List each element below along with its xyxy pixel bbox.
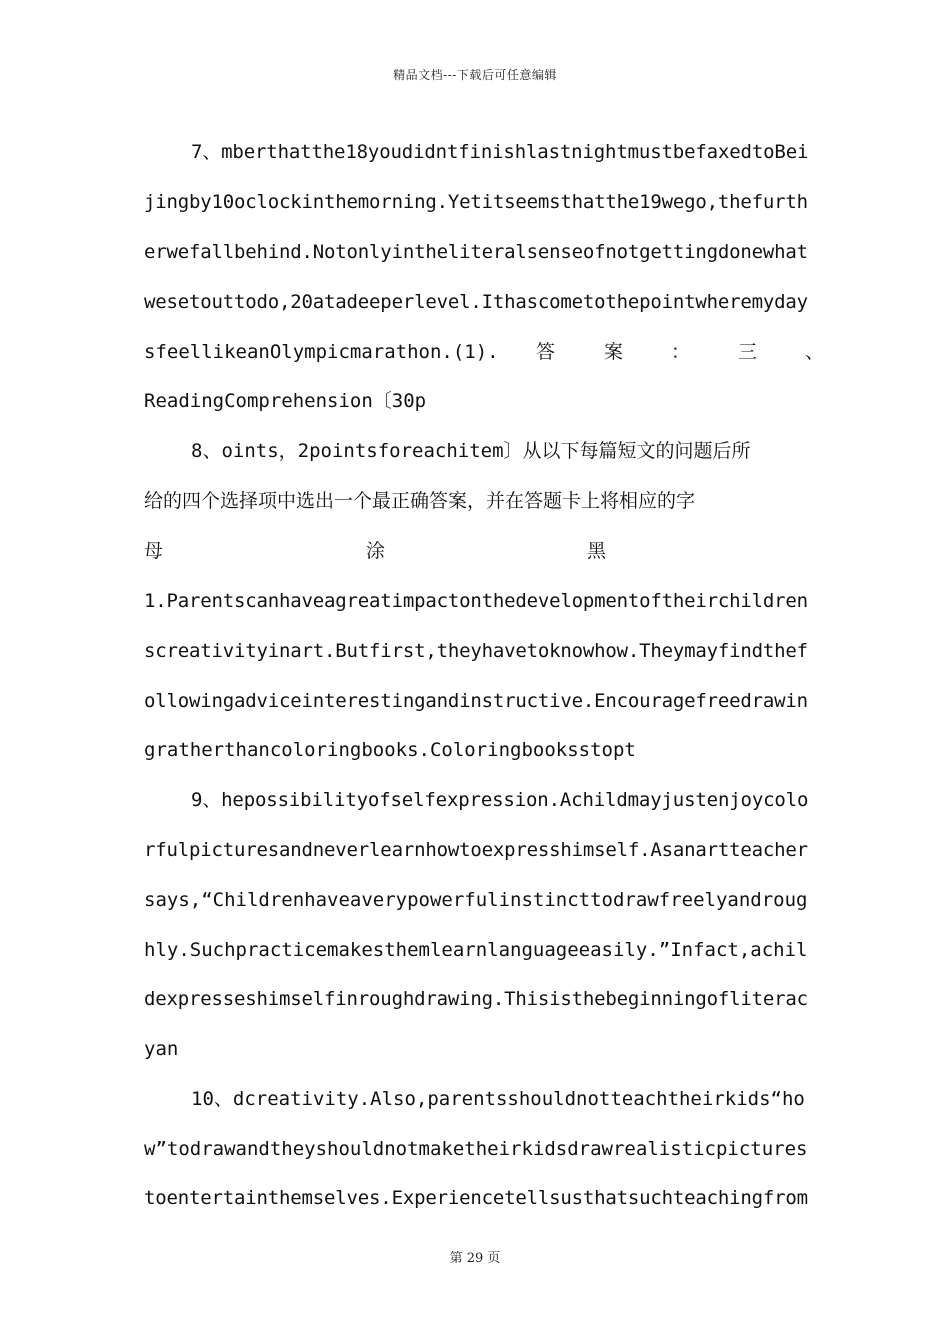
text-line: wesetouttodo,20atadeeperlevel.Ithascometothepointwheremyday xyxy=(144,291,808,313)
spread-char: 母 xyxy=(144,540,164,562)
text-line: 1.Parentscanhaveagreatimpactonthedevelopmentoftheirchildren xyxy=(144,590,808,612)
text-line: says,“Childrenhaveaverypowerfulinstincttodrawfreelyandroug xyxy=(144,889,808,911)
text-line: 9、hepossibilityofselfexpression.Achildmayjustenjoycolo xyxy=(191,789,809,811)
answer-char: 三 xyxy=(738,341,758,363)
answer-char: 、 xyxy=(805,341,825,363)
text-line: w”todrawandtheyshouldnotmaketheirkidsdrawrealisticpictures xyxy=(144,1138,808,1160)
page-header: 精品文档---下载后可任意编辑 xyxy=(393,68,557,82)
text-line: rfulpicturesandneverlearnhowtoexpresshimself.Asanartteacher xyxy=(144,839,808,861)
text-line: erwefallbehind.Notonlyintheliteralsenseofnotgettingdonewhat xyxy=(144,241,808,263)
text-line: jingby10oclockinthemorning.Yetitseemsthatthe19wego,thefurth xyxy=(144,191,808,213)
text-line: 8、oints，2pointsforeachitem〕从以下每篇短文的问题后所 xyxy=(191,440,751,462)
text-line: 7、mberthatthe18youdidntfinishlastnightmustbefaxedtoBei xyxy=(191,141,809,163)
spread-char: 涂 xyxy=(366,540,386,562)
text-line-answer xyxy=(144,340,824,364)
text-line: yan xyxy=(144,1038,179,1060)
text-line: 10、dcreativity.Also,parentsshouldnotteachtheirkids“ho xyxy=(191,1088,805,1110)
text-line: ollowingadviceinterestingandinstructive.Encouragefreedrawin xyxy=(144,690,808,712)
text-line: ReadingComprehension〔30p xyxy=(144,390,427,412)
answer-char: 答 xyxy=(536,341,556,363)
text-line: dexpresseshimselfinroughdrawing.Thisisthebeginningofliterac xyxy=(144,988,808,1010)
text-segment: sfeellikeanOlympicmarathon.(1). xyxy=(144,341,499,363)
text-line: hly.Suchpracticemakesthemlearnlanguageeasily.”Infact,achil xyxy=(144,939,808,961)
spread-char: 黑 xyxy=(587,540,607,562)
page-footer: 第 29 页 xyxy=(449,1251,501,1266)
text-line: gratherthancoloringbooks.Coloringbooksstopt xyxy=(144,739,636,761)
text-line: toentertainthemselves.Experiencetellsusthatsuchteachingfrom xyxy=(144,1187,808,1209)
answer-char: ： xyxy=(671,341,691,363)
answer-char: 案 xyxy=(604,341,624,363)
text-line: screativityinart.Butfirst,theyhavetoknowhow.Theymayfindthef xyxy=(144,640,808,662)
text-line: 给的四个选择项中选出一个最正确答案，并在答题卡上将相应的字 xyxy=(144,490,696,512)
